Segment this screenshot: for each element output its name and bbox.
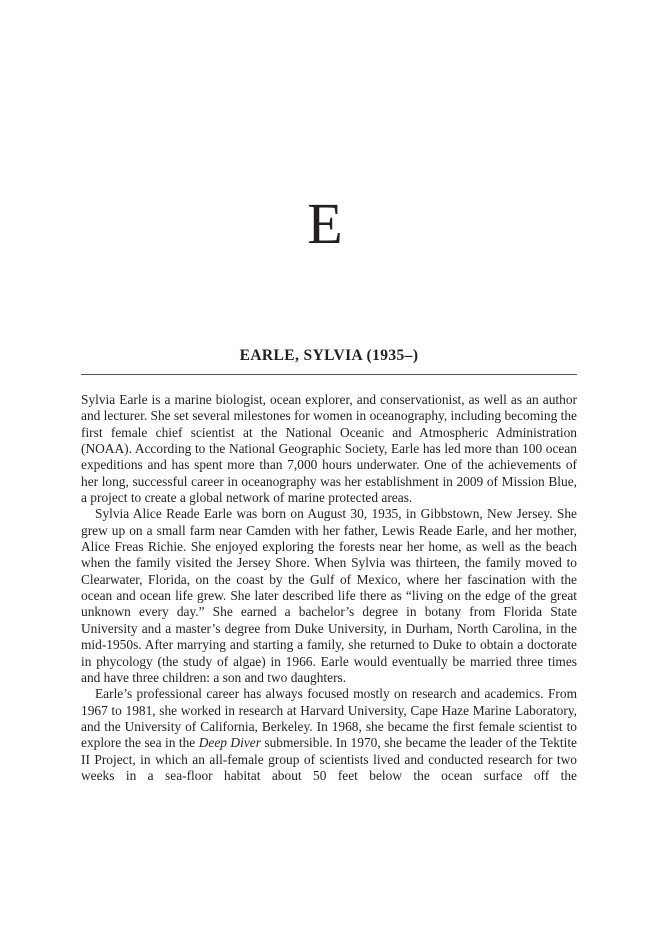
section-letter-heading: E xyxy=(307,191,343,256)
title-divider-rule xyxy=(81,374,577,375)
paragraph-3-text-start: Earle’s professional career has always focused mostly on research and academics. From 1967 to 1981, she worked in research at Harvard University, Cape Haze Marine Laboratory, and the University of California, Berkeley. In 1968, she became the first female scientist to explore the sea in the xyxy=(81,686,577,751)
paragraph-3 xyxy=(81,686,577,784)
paragraph-3-text-end: submersible. In 1970, she became the leader of the Tektite II Project, in which an all-female group of scientists lived and conducted research for two weeks in a sea-floor habitat about 50 feet below the ocean surface off the xyxy=(81,735,577,783)
paragraph-2: Sylvia Alice Reade Earle was born on August 30, 1935, in Gibbstown, New Jersey. She grew up on a small farm near Camden with her father, Lewis Reade Earle, and her mother, Alice Freas Richie. She enjoyed exploring the forests near her home, as well as the beach when the family visited the Jersey Shore. When Sylvia was thirteen, the family moved to Clearwater, Florida, on the coast by the Gulf of Mexico, where her fascination with the ocean and ocean life grew. She later described life there as “living on the edge of the great unknown every day.” She earned a bachelor’s degree in botany from Florida State University and a master’s degree from Duke University, in Durham, North Carolina, in the mid-1950s. After marrying and starting a family, she returned to Duke to obtain a doctorate in phycology (the study of algae) in 1966. Earle would eventually be married three times and have three children: a son and two daughters. xyxy=(81,506,577,685)
paragraph-1: Sylvia Earle is a marine biologist, ocean explorer, and conservationist, as well as an author and lecturer. She set several milestones for women in oceanography, including becoming the first female chief scientist at the National Oceanic and Atmospheric Administration (NOAA). According to the National Geographic Society, Earle has led more than 100 ocean expeditions and has spent more than 7,000 hours underwater. One of the achievements of her long, successful career in oceanography was her establishment in 2009 of Mission Blue, a project to create a global network of marine protected areas. xyxy=(81,392,577,506)
entry-title: EARLE, SYLVIA (1935–) xyxy=(239,347,419,364)
entry-body xyxy=(81,392,577,784)
paragraph-3-italic-vessel-name: Deep Diver xyxy=(198,735,261,751)
